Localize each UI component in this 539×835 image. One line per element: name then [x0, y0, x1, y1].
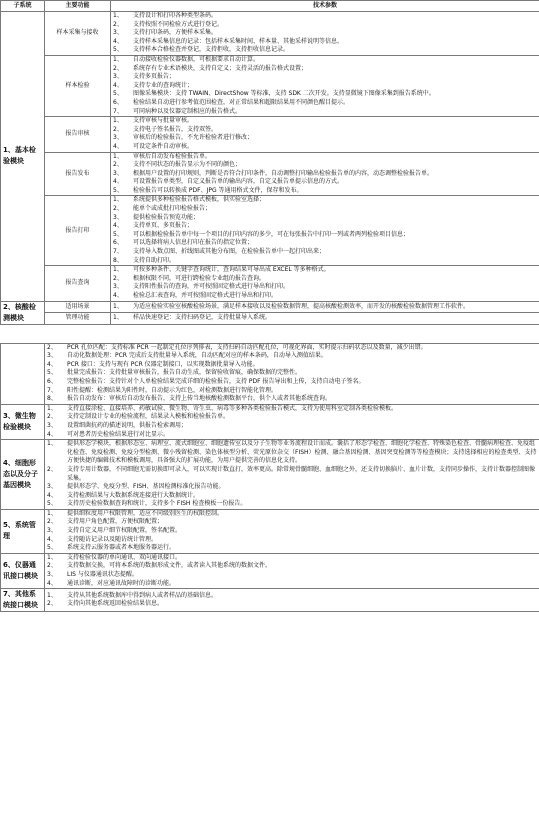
param-number: 2、 — [47, 518, 57, 526]
param-number: 7、 — [113, 248, 123, 256]
param-text: 支持导入数点图、折线图或其他分布图，在检验报告单中一起打印出来； — [133, 248, 326, 256]
param-item — [113, 21, 537, 30]
header-params: 技术参数 — [111, 1, 539, 12]
param-item — [47, 344, 537, 353]
param-number: 4、 — [47, 579, 57, 587]
category-cell: 2、核酸检测模块 — [1, 301, 45, 324]
table-row — [1, 589, 539, 612]
param-text: 可以选择将病人信息打印在报告的指定位置； — [133, 239, 254, 247]
param-text: 通讯诊断，对应通讯故障时的诊断功能。 — [67, 579, 176, 587]
param-number: 5、 — [47, 369, 57, 377]
param-item — [113, 170, 537, 179]
param-text: 审核后自动发布检验报告单。 — [133, 152, 212, 160]
param-text: 支持阳性报告的查询，并可按照固定格式进行导出和打印。 — [133, 283, 290, 291]
function-cell: 样本检验 — [45, 55, 111, 116]
params-cell — [111, 152, 539, 196]
param-number: 1、 — [113, 266, 123, 274]
param-number: 1、 — [113, 12, 123, 19]
function-cell: 管理功能 — [45, 313, 111, 325]
param-item — [113, 73, 537, 82]
param-text: 支持直接涂检、直接培养、药敏试验、微生物、寄生虫、病毒等多种各类检验报告模式，支持为使用科室定制各类检验模板。 — [67, 404, 398, 412]
table-row — [1, 404, 539, 439]
param-number: 2、 — [113, 125, 123, 133]
param-number: 1、 — [47, 440, 57, 448]
param-item — [47, 571, 537, 580]
param-text: 图像采集模块：支持 TWAIN、DirectShow 等标准，支持 SDK 二次开发。支持显微镜下图像采集到报告系统中。 — [133, 90, 435, 98]
param-text: 阳性提醒：检测结果为阳性时，自动提示为红色，对检测数据进行智能化管理。 — [67, 386, 278, 394]
category-cell: 5、系统管理 — [1, 509, 45, 553]
params-cell — [111, 12, 539, 56]
param-number: 2、 — [47, 562, 57, 570]
param-number: 2、 — [47, 413, 57, 421]
param-item — [47, 527, 537, 536]
param-item — [47, 544, 537, 553]
param-item — [113, 46, 537, 55]
param-item — [113, 205, 537, 214]
params-cell — [45, 589, 539, 612]
param-item — [47, 378, 537, 387]
param-item — [113, 90, 537, 99]
param-text: 自动化数据处理：PCR 完成后支持批量导入系统，自动匹配对应的样本条码，自动导入测值结果。 — [67, 352, 327, 360]
table-gap — [1, 324, 539, 343]
param-item — [113, 239, 537, 248]
param-text: 支持电子签名报告，支持双签。 — [133, 125, 218, 133]
param-text: 支持样本合格检查并登记，支持拒收，支持拒收信息记录。 — [133, 46, 290, 54]
category-cell: 1、基本检验模块 — [1, 12, 45, 302]
function-cell: 样本采集与接收 — [45, 12, 111, 56]
param-text: 批量完成报告：支持批量审核报告，报告自动生成，保留验收留痕，确保数据的完整性。 — [67, 369, 302, 377]
param-number: 2、 — [113, 205, 123, 213]
param-item — [47, 562, 537, 571]
param-item — [113, 99, 537, 108]
param-text: 支持专用计数器，不同细胞无需切换即可录入，可以实现计数直打，效率更高。除常规骨髓细胞、血细胞之外，还支持切换脑片、血片计数，支持同步操作，支持计数器控制图像采集。 — [67, 465, 536, 482]
param-text: 支持设计和打印各种类型条码。 — [133, 12, 218, 19]
param-text: 支持自助打印。 — [133, 256, 176, 264]
param-item — [113, 292, 537, 301]
table-row — [1, 313, 539, 325]
param-text: 完整检验报告：支持针对个人单检验结果完成详细的检验报告，支持 PDF 报告导出和上传，支持自动电子签名。 — [67, 377, 365, 385]
param-number: 4、 — [113, 178, 123, 186]
param-item — [47, 492, 537, 501]
param-number: 4、 — [47, 535, 57, 543]
param-item — [47, 580, 537, 589]
function-cell: 报告查询 — [45, 266, 111, 301]
function-cell: 报告发布 — [45, 152, 111, 196]
param-item — [113, 117, 537, 126]
param-number: 4、 — [47, 360, 57, 368]
param-text: 系统提供多种检验报告格式模板，供实验室选择； — [133, 196, 266, 204]
param-text: 支持历史检验数据查询和统计，支持多个 FISH 检查模板一份报告。 — [67, 500, 247, 508]
param-text: 支持检验仪器的单向通讯、双向通讯接口。 — [67, 553, 182, 561]
param-text: 支持从其他系统数据库中得到病人或者样品的基础信息。 — [67, 591, 218, 599]
param-number: 2、 — [113, 64, 123, 72]
params-cell — [45, 553, 539, 588]
param-text: PCR 孔位匹配：支持标准 PCR 一起制定孔位序列排表，支持扫码自动匹配孔位，可视化界面，实时提示扫码状态以及数量，减少出错。 — [67, 343, 427, 351]
param-number: 7、 — [47, 386, 57, 394]
param-text: 检验结果自动进行参考值范围检查，对正常结果和超限结果用不同颜色醒目提示。 — [133, 98, 350, 106]
param-item — [113, 283, 537, 292]
param-number: 1、 — [47, 591, 57, 599]
param-number: 1、 — [47, 553, 57, 561]
param-text: 可同病种以及仪器定制相应的报告格式。 — [133, 107, 242, 115]
param-text: 支持专业的查询统计； — [133, 81, 194, 89]
param-item — [47, 422, 537, 431]
param-item — [113, 266, 537, 275]
category-cell: 4、细胞形态以及分子基因模块 — [1, 440, 45, 510]
param-text: 支持按照不同检验方式进行登记。 — [133, 20, 224, 28]
function-cell: 报告审核 — [45, 117, 111, 152]
param-item — [113, 196, 537, 205]
param-number: 4、 — [113, 142, 123, 150]
params-cell — [111, 55, 539, 116]
param-item — [47, 387, 537, 396]
param-text: 检验总汇表查询，并可按照固定格式进行导出和打印。 — [133, 292, 278, 299]
param-item — [113, 143, 537, 152]
params-cell — [111, 313, 539, 325]
param-item — [47, 592, 537, 601]
param-text: 审核后的检验报告，不允许检验者进行修改； — [133, 134, 254, 142]
param-number: 3、 — [113, 29, 123, 37]
param-item — [113, 257, 537, 266]
params-cell — [45, 404, 539, 439]
param-item — [113, 108, 537, 117]
param-number: 3、 — [47, 571, 57, 579]
param-item — [47, 600, 537, 609]
param-number: 5、 — [113, 230, 123, 238]
param-item — [47, 466, 537, 483]
param-number: 5、 — [47, 544, 57, 552]
param-number: 4、 — [47, 430, 57, 438]
table-row — [1, 117, 539, 152]
param-number: 2、 — [47, 343, 57, 351]
param-item — [47, 431, 537, 440]
param-text: 提供形态学、免疫分型、FISH、基因检测标准化报告功能。 — [67, 483, 225, 491]
param-item — [47, 352, 537, 361]
param-number: 3、 — [113, 134, 123, 142]
param-item — [113, 214, 537, 223]
param-number: 2、 — [113, 274, 123, 282]
param-text: 支持样本采集信息的记录：包括样本采集时间、样本量、其他采样说明等信息。 — [133, 37, 344, 45]
param-item — [113, 187, 537, 196]
param-number: 3、 — [113, 169, 123, 177]
param-number: 2、 — [47, 465, 57, 473]
params-cell — [45, 509, 539, 553]
param-item — [47, 395, 537, 404]
param-number: 4、 — [47, 491, 57, 499]
category-cell: 7、其他系统接口模块 — [1, 589, 45, 612]
param-item — [47, 518, 537, 527]
param-number: 4、 — [113, 292, 123, 299]
header-function: 主要功能 — [45, 1, 111, 12]
table-row — [1, 12, 539, 56]
param-item — [113, 65, 537, 74]
param-number: 4、 — [113, 222, 123, 230]
table-row — [1, 440, 539, 510]
param-item — [113, 248, 537, 257]
param-number: 4、 — [113, 81, 123, 89]
param-item — [47, 413, 537, 422]
table-row — [1, 196, 539, 266]
param-number: 1、 — [113, 302, 123, 310]
table-gap-cell — [1, 324, 539, 343]
param-number: 1、 — [47, 404, 57, 412]
param-number: 3、 — [113, 283, 123, 291]
param-number: 3、 — [47, 483, 57, 491]
param-text: LIS 与仪器通讯状态提醒。 — [67, 571, 138, 579]
param-number: 2、 — [47, 600, 57, 608]
param-text: 支持多页报告； — [133, 73, 176, 81]
param-text: 支持用户角色配置，方便权限配置； — [67, 518, 164, 526]
param-item — [47, 500, 537, 509]
param-number: 6、 — [113, 98, 123, 106]
param-number: 8、 — [113, 256, 123, 264]
param-text: 根据权限不同，可进行跨检验专业组的报告查询。 — [133, 274, 266, 282]
param-text: 系统存有专业术语模块，支持自定义；支持灵活的报告格式设置； — [133, 64, 308, 72]
header-category: 子系统 — [1, 1, 45, 12]
param-text: 报告自动发布：审核后自动发布报告，支持上传当地核酸检测数据平台，供个人或者其他系统查询。 — [67, 395, 332, 403]
table-row — [1, 152, 539, 196]
param-number: 1、 — [113, 196, 123, 204]
params-cell — [111, 266, 539, 301]
table-row — [1, 509, 539, 553]
category-cell: 6、仪器通讯接口模块 — [1, 553, 45, 588]
param-number: 3、 — [47, 421, 57, 429]
param-number: 5、 — [113, 46, 123, 54]
param-number: 2、 — [113, 161, 123, 169]
param-text: 支持单页、多页报告； — [133, 222, 194, 230]
param-text: 系统支持云服务器或者本地服务器运行。 — [67, 544, 176, 552]
param-text: 支持审核与批量审核。 — [133, 117, 194, 125]
param-item — [113, 303, 537, 312]
param-text: PCR 接口：支持与现有 PCR 仪器定制接口，以实现数据批量导入功能。 — [67, 360, 259, 368]
function-cell: 报告打印 — [45, 196, 111, 266]
param-text: 提供细粒度用户权限管理，适应不同级别医生的权限控制。 — [67, 509, 224, 517]
param-text: 自动接收检验仪器数据，可根据要求自动计算。 — [133, 55, 260, 63]
param-item — [113, 161, 537, 170]
params-cell — [45, 343, 539, 404]
param-text: 支持自定义用户细节权限配置，签名配置。 — [67, 527, 182, 535]
param-text: 能单个或成批打印检验报告； — [133, 205, 212, 213]
param-item — [113, 222, 537, 231]
param-text: 支持数据交换，可将本系统的数据形成文件，或者读入其他系统的数据文件。 — [67, 562, 272, 570]
param-text: 支持向其他系统返回检验结果信息。 — [67, 600, 164, 608]
param-text: 可按多种条件、关键字查询统计，查询结果可导出成 EXCEL 等多种格式。 — [133, 266, 330, 274]
params-cell — [111, 196, 539, 266]
param-item — [47, 369, 537, 378]
param-number: 5、 — [47, 500, 57, 508]
param-number: 3、 — [47, 527, 57, 535]
param-text: 可以根据检验报告单中每一个项目的打印内容的多少，可在每张报告中打印一列或者两列检验项目信息； — [133, 230, 410, 238]
param-text: 为适应检验实验室核酸检验场景，满足样本接收以及检验数据管理，提高核酸检测效率，而开发的核酸检验数据管理工作软件。 — [133, 302, 470, 310]
param-text: 可设置报告单类型，自定义报告单的输出内容，自定义报告单提示信息的方式。 — [133, 178, 344, 186]
param-number: 1、 — [113, 117, 123, 125]
param-text: 支持不同状态的报告显示为不同的颜色； — [133, 161, 242, 169]
param-item — [47, 536, 537, 545]
table-row — [1, 343, 539, 404]
param-text: 检验报告可以转换成 PDF、JPG 等通用格式文件，保存和发布。 — [133, 186, 303, 194]
table-row — [1, 266, 539, 301]
param-item — [113, 29, 537, 38]
spec-table-body — [1, 12, 539, 612]
param-number: 3、 — [113, 213, 123, 221]
param-text: 可对患者历史检验结果进行对比显示。 — [67, 430, 170, 438]
param-number: 8、 — [47, 395, 57, 403]
category-cell — [1, 343, 45, 404]
param-number: 1、 — [113, 55, 123, 63]
param-text: 可设定条件自动审核。 — [133, 142, 194, 150]
param-item — [113, 12, 537, 21]
table-row — [1, 301, 539, 313]
function-cell: 适用场景 — [45, 301, 111, 313]
param-text: 提供形态学模块，根据形态室、病理室、流式细胞室、细胞遗传室以及分子生物等业务流程设计而成。囊括了形态学检查、细胞化学检查、特殊染色检查、骨髓病理检查、免疫组化检查、免疫检测、免疫分型检测、微小残留检测、染色体核型分析、荧光原位杂交（FISH）检测、融合基因检测、基因突变检测等等检查模块；支持选择相应的检查类型、支持方便快捷的编辑技术和模板调用，具备强大的扩展功能，为用户提供完善的信息化支持。 — [67, 440, 537, 465]
param-number: 5、 — [113, 90, 123, 98]
param-number: 4、 — [113, 37, 123, 45]
param-number: 3、 — [113, 73, 123, 81]
param-item — [113, 153, 537, 162]
param-item — [47, 483, 537, 492]
param-number: 1、 — [113, 152, 123, 160]
param-number: 1、 — [47, 509, 57, 517]
param-item — [47, 440, 537, 466]
param-text: 支持定制设计专业的检验流程，结果录入模板和检验报告单。 — [67, 413, 230, 421]
param-text: 支持打印条码，方便样本采集。 — [133, 29, 218, 37]
param-item — [113, 178, 537, 187]
param-text: 提供检验报告预览功能； — [133, 213, 200, 221]
param-number: 1、 — [113, 314, 123, 322]
param-item — [113, 134, 537, 143]
param-text: 样品快速登记：支持扫码登记，支持批量导入系统。 — [133, 314, 272, 322]
params-cell — [45, 440, 539, 510]
param-item — [113, 314, 537, 323]
param-number: 7、 — [113, 107, 123, 115]
param-text: 根据用户设置的打印规则，判断是否符合打印条件，自动调整打印输出检验报告单的内容，动态调整检验报告单。 — [133, 169, 434, 177]
header-row — [1, 1, 539, 12]
param-number: 6、 — [47, 377, 57, 385]
table-row — [1, 553, 539, 588]
table-row — [1, 55, 539, 116]
category-cell: 3、微生物检验模块 — [1, 404, 45, 439]
param-text: 设置细菌抗药的描述说明，供报告检索调用； — [67, 421, 188, 429]
param-number: 3、 — [47, 352, 57, 360]
param-item — [113, 56, 537, 65]
param-text: 支持随访记录以及随访统计管理。 — [67, 535, 158, 543]
param-number: 5、 — [113, 186, 123, 194]
params-cell — [111, 301, 539, 313]
param-number: 6、 — [113, 239, 123, 247]
param-text: 支持检测结果与大数据系统连接进行大数据统计。 — [67, 491, 200, 499]
param-number: 2、 — [113, 20, 123, 28]
params-cell — [111, 117, 539, 152]
